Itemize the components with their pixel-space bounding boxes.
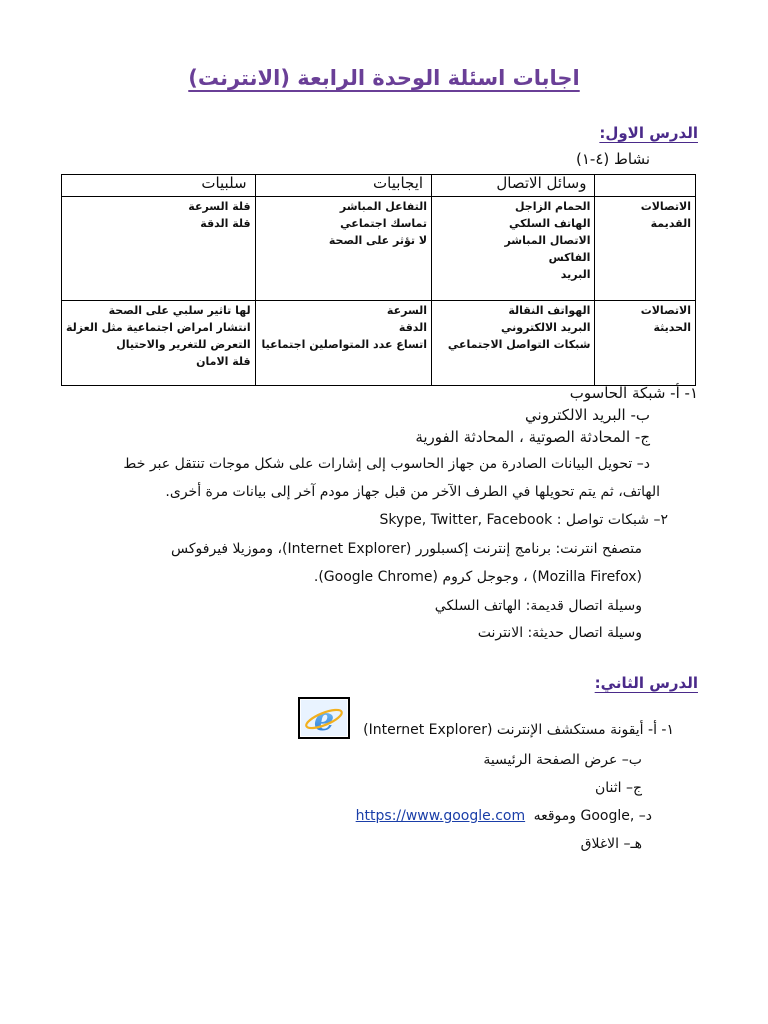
list-item: الهواتف النقالة bbox=[508, 304, 591, 317]
answer-2: ٢– شبكات تواصل : Skype, Twitter, Facebook bbox=[379, 512, 668, 528]
svg-text:e: e bbox=[313, 700, 335, 737]
list-item: الحمام الزاجل bbox=[514, 200, 591, 213]
answer-1b: ب- البريد الالكتروني bbox=[525, 406, 650, 424]
activity-label: نشاط (٤-١) bbox=[575, 150, 650, 168]
answer-1d-line1: د– تحويل البيانات الصادرة من جهاز الحاسوب إلى إشارات على شكل موجات تنتقل عبر خط bbox=[123, 456, 650, 472]
list-item: تماسك اجتماعي bbox=[340, 217, 428, 230]
list-item: البريد bbox=[560, 268, 591, 281]
internet-explorer-icon bbox=[298, 697, 350, 739]
list-item: التفاعل المباشر bbox=[339, 200, 428, 213]
lesson-2-heading: الدرس الثاني: bbox=[594, 674, 698, 692]
browser-line-1: متصفح انترنت: برنامج إنترنت إكسبلورر (Internet Explorer)، وموزيلا فيرفوكس bbox=[171, 541, 642, 557]
old-pros-cell bbox=[255, 197, 431, 301]
table-header-row bbox=[62, 175, 696, 197]
table-header-empty bbox=[595, 175, 696, 197]
lesson-1-heading: الدرس الاول: bbox=[599, 124, 698, 142]
list-item: الدقة bbox=[398, 321, 428, 334]
list-item: السرعة bbox=[386, 304, 428, 317]
new-means-answer: وسيلة اتصال حديثة: الانترنت bbox=[477, 625, 642, 641]
list-item: شبكات التواصل الاجتماعي bbox=[447, 338, 591, 351]
new-pros-cell bbox=[255, 301, 431, 386]
google-link[interactable]: https://www.google.com bbox=[355, 808, 526, 824]
lesson2-answer-c: ج– اثنان bbox=[594, 780, 642, 796]
list-item: التعرض للتغرير والاحتيال bbox=[116, 338, 251, 351]
lesson2-answer-1a: ١- أ- أيقونة مستكشف الإنترنت (Internet Explorer) bbox=[363, 722, 674, 738]
answer-1c: ج- المحادثة الصوتية ، المحادثة الفورية bbox=[415, 428, 650, 446]
list-item: قلة السرعة bbox=[188, 200, 251, 213]
lesson2-answer-b: ب– عرض الصفحة الرئيسية bbox=[483, 752, 642, 768]
list-item: الاتصال المباشر bbox=[504, 234, 591, 247]
list-item: اتساع عدد المتواصلين اجتماعيا bbox=[261, 338, 428, 351]
old-means-cell bbox=[432, 197, 595, 301]
new-cons-cell bbox=[62, 301, 256, 386]
answer-1a: ١- أ- شبكة الحاسوب bbox=[569, 384, 698, 402]
google-answer-text: د– ,Google وموقعه bbox=[533, 808, 652, 824]
row-label-old: الاتصالات القديمة bbox=[595, 197, 696, 301]
list-item: الهاتف السلكي bbox=[509, 217, 591, 230]
list-item: الفاكس bbox=[548, 251, 591, 264]
row-label-new: الاتصالات الحديثة bbox=[595, 301, 696, 386]
new-means-cell bbox=[432, 301, 595, 386]
answer-1d-line2: الهاتف، ثم يتم تحويلها في الطرف الآخر من قبل جهاز مودم آخر إلى بيانات مرة أخرى. bbox=[165, 484, 660, 500]
lesson2-answer-e: هـ– الاغلاق bbox=[580, 836, 642, 852]
comparison-table bbox=[61, 174, 696, 386]
page-title: اجابات اسئلة الوحدة الرابعة (الانترنت) bbox=[188, 66, 580, 90]
list-item: انتشار امراض اجتماعية مثل العزلة bbox=[66, 321, 251, 334]
list-item: لها تاثير سلبي على الصحة bbox=[108, 304, 251, 317]
list-item: البريد الالكتروني bbox=[501, 321, 591, 334]
table-row bbox=[62, 301, 696, 386]
browser-line-2: (Mozilla Firefox) ، وجوجل كروم (Google Chrome). bbox=[313, 569, 642, 585]
list-item: قلة الدقة bbox=[200, 217, 251, 230]
table-row bbox=[62, 197, 696, 301]
table-header-cons: سلبيات bbox=[62, 175, 256, 197]
table-header-pros: ايجابيات bbox=[255, 175, 431, 197]
old-means-answer: وسيلة اتصال قديمة: الهاتف السلكي bbox=[434, 598, 642, 614]
old-cons-cell bbox=[62, 197, 256, 301]
list-item: قلة الامان bbox=[196, 355, 251, 368]
table-header-means: وسائل الاتصال bbox=[432, 175, 595, 197]
list-item: لا تؤثر على الصحة bbox=[328, 234, 428, 247]
lesson2-answer-d bbox=[356, 808, 652, 824]
